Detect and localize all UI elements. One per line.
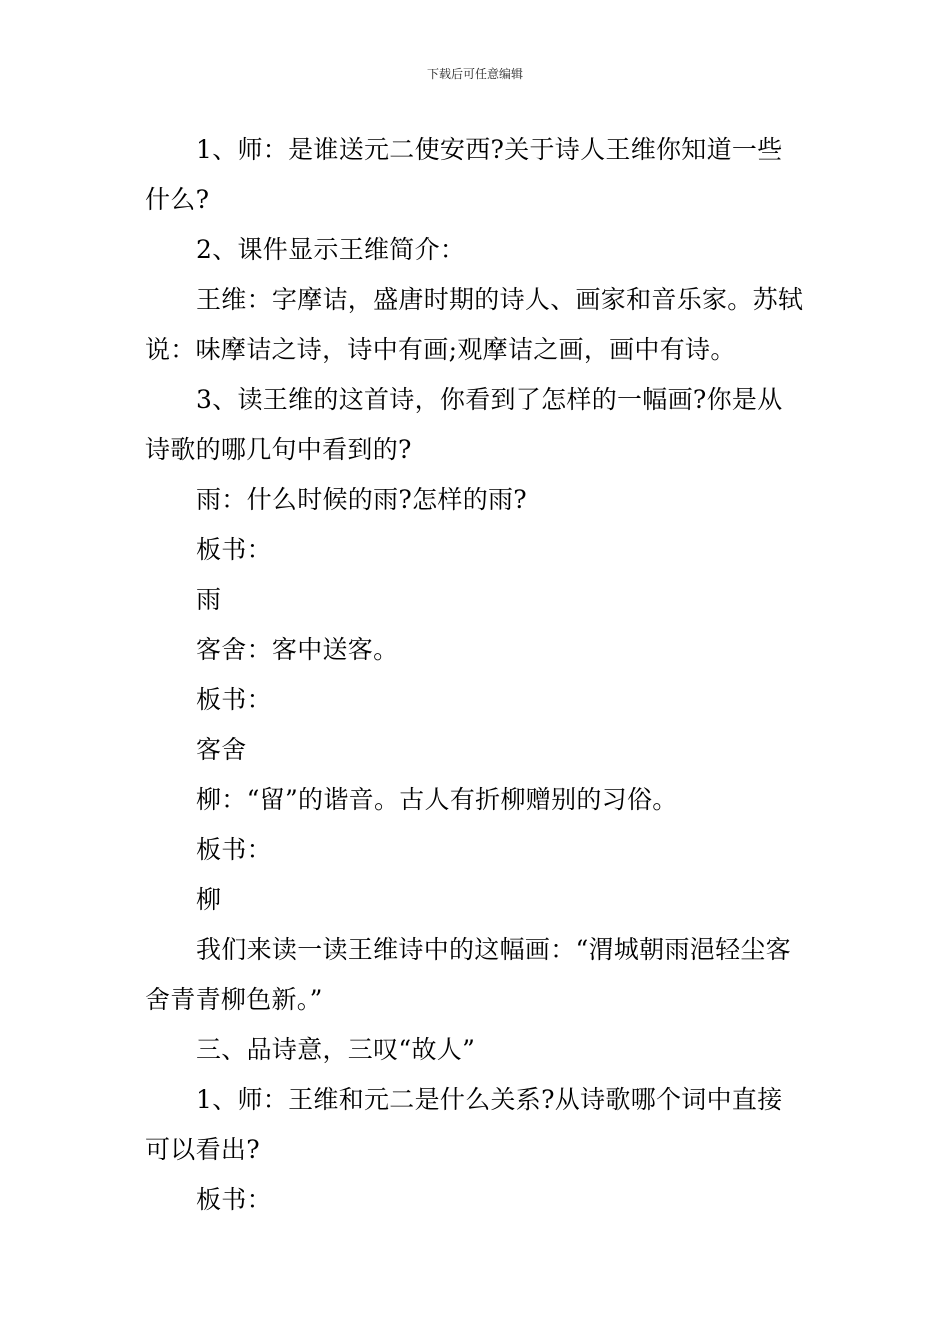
paragraph-4: 3、读王维的这首诗，你看到了怎样的一幅画?你是从诗歌的哪几句中看到的? — [145, 385, 783, 464]
paragraph-11: 柳：“留”的谐音。古人有折柳赠别的习俗。 — [196, 785, 678, 814]
paragraph-2: 2、课件显示王维简介： — [196, 235, 466, 264]
page-header: 下载后可任意编辑 — [426, 67, 523, 81]
paragraph-8: 客舍：客中送客。 — [196, 635, 399, 664]
paragraph-14: 我们来读一读王维诗中的这幅画：“渭城朝雨浥轻尘客舍青青柳色新。” — [145, 935, 791, 1014]
paragraph-15: 三、品诗意，三叹“故人” — [196, 1035, 476, 1064]
paragraph-5: 雨：什么时候的雨?怎样的雨? — [196, 485, 528, 514]
paragraph-3: 王维：字摩诘，盛唐时期的诗人、画家和音乐家。苏轼说：味摩诘之诗，诗中有画;观摩诘之画，画中有诗。 — [145, 285, 804, 364]
document-body — [145, 125, 807, 1225]
paragraph-9: 板书： — [196, 685, 272, 714]
paragraph-6: 板书： — [196, 535, 272, 564]
paragraph-7: 雨 — [196, 585, 222, 614]
paragraph-13: 柳 — [196, 885, 222, 914]
paragraph-10: 客舍 — [196, 735, 247, 764]
paragraph-12: 板书： — [196, 835, 272, 864]
paragraph-17: 板书： — [196, 1185, 272, 1214]
paragraph-16: 1、师：王维和元二是什么关系?从诗歌哪个词中直接可以看出? — [145, 1085, 783, 1164]
paragraph-1: 1、师：是谁送元二使安西?关于诗人王维你知道一些什么? — [145, 135, 783, 214]
